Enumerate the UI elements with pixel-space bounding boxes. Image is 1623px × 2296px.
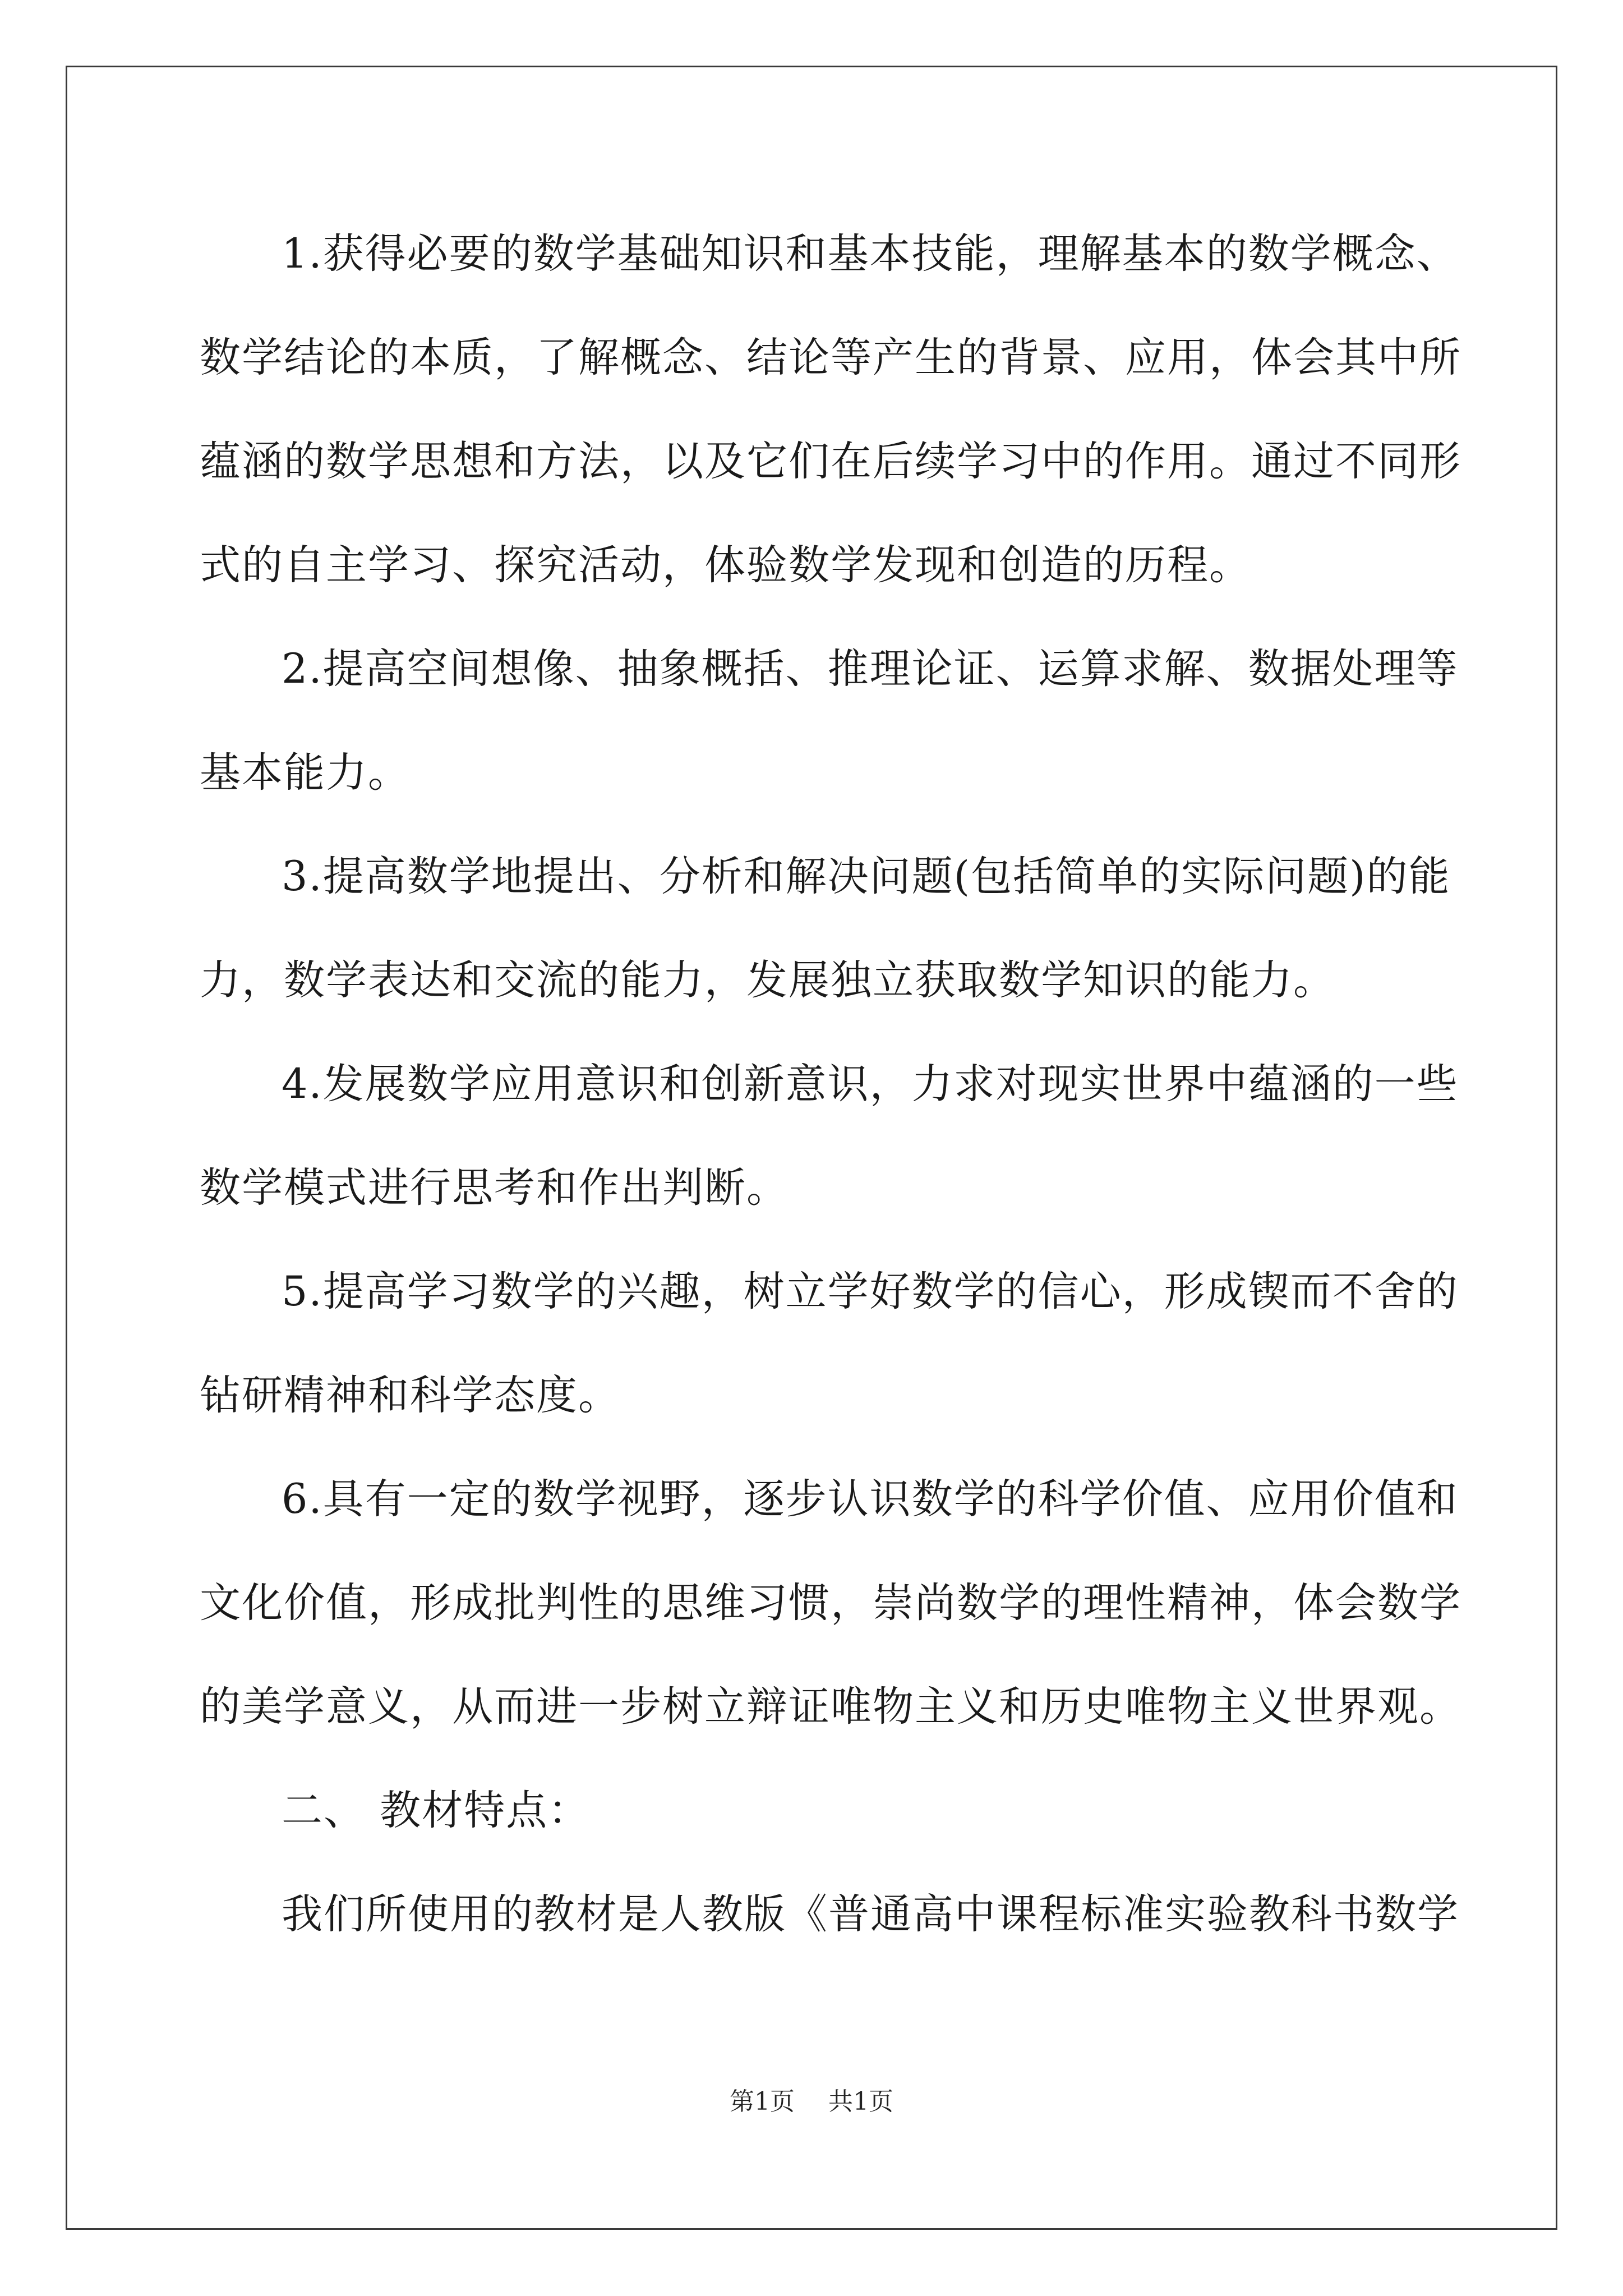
paragraph-6-line-3: 的美学意义，从而进一步树立辩证唯物主义和历史唯物主义世界观。: [200, 1683, 1461, 1731]
paragraph-1-line-3: 蕴涵的数学思想和方法，以及它们在后续学习中的作用。通过不同形: [200, 438, 1461, 485]
paragraph-4-line-1: 4.发展数学应用意识和创新意识，力求对现实世界中蕴涵的一些: [282, 1060, 1459, 1108]
paragraph-7-line-1: 我们所使用的教材是人教版《普通高中课程标准实验教科书数学: [282, 1890, 1459, 1938]
paragraph-2-line-1: 2.提高空间想像、抽象概括、推理论证、运算求解、数据处理等: [282, 645, 1459, 693]
paragraph-1-line-4: 式的自主学习、探究活动，体验数学发现和创造的历程。: [200, 541, 1251, 589]
paragraph-3-line-2: 力，数学表达和交流的能力，发展独立获取数学知识的能力。: [200, 956, 1335, 1004]
paragraph-2-line-2: 基本能力。: [200, 749, 410, 797]
paragraph-1-line-1: 1.获得必要的数学基础知识和基本技能，理解基本的数学概念、: [282, 230, 1459, 278]
page-number-current: 第1页: [730, 2087, 795, 2116]
paragraph-6-line-2: 文化价值，形成批判性的思维习惯，崇尚数学的理性精神，体会数学: [200, 1579, 1461, 1627]
paragraph-4-line-2: 数学模式进行思考和作出判断。: [200, 1164, 789, 1212]
section-heading: 二、 教材特点：: [282, 1787, 591, 1834]
paragraph-1-line-2: 数学结论的本质，了解概念、结论等产生的背景、应用，体会其中所: [200, 334, 1461, 381]
paragraph-5-line-2: 钻研精神和科学态度。: [200, 1372, 620, 1419]
page-number-total: 共1页: [828, 2087, 893, 2116]
paragraph-3-line-1: 3.提高数学地提出、分析和解决问题(包括简单的实际问题)的能: [282, 853, 1451, 900]
page-footer: [0, 2085, 1623, 2119]
paragraph-6-line-1: 6.具有一定的数学视野，逐步认识数学的科学价值、应用价值和: [282, 1475, 1459, 1523]
paragraph-5-line-1: 5.提高学习数学的兴趣，树立学好数学的信心，形成锲而不舍的: [282, 1268, 1459, 1315]
